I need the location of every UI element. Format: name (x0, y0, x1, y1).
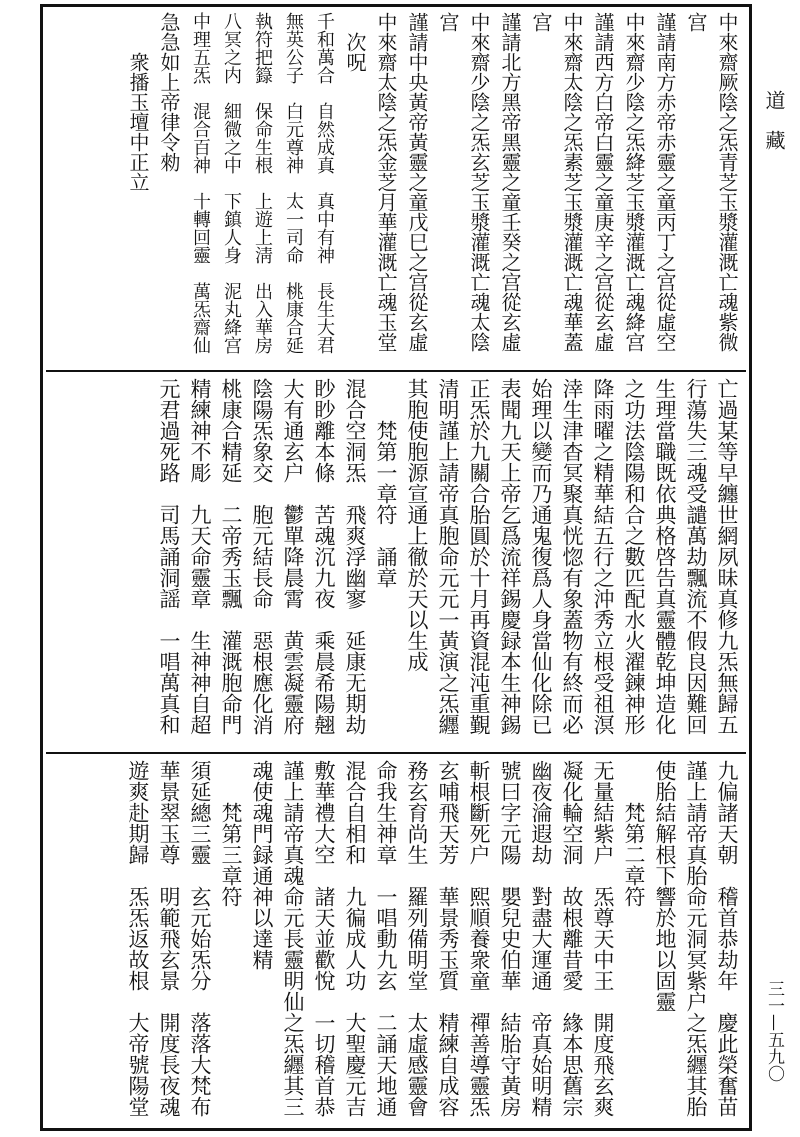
text-column: 魂使魂門録通神以達精 (250, 760, 274, 970)
text-column: 千和萬合 自然成真 真中有神 長生大君 (314, 12, 335, 354)
text-panel-middle (46, 374, 746, 750)
text-column: 使胎結解根下響於地以固靈 (653, 760, 677, 1012)
text-column: 生理當職既依典格啓告真靈體乾坤造化 (653, 378, 677, 735)
text-column: 號曰字元陽 嬰兒史伯華 結胎守黃房 (498, 760, 522, 1117)
text-column: 宫 (436, 12, 460, 32)
text-column: 次呪 (343, 12, 367, 72)
text-column: 桃康合精延 二帝秀玉飄 灌溉胞命門 (219, 378, 243, 735)
text-column: 精練神不彫 九天命靈章 生神神自超 (188, 378, 212, 735)
text-column: 急急如上帝律令勑 (157, 12, 181, 172)
text-panel-upper (46, 8, 746, 368)
text-column: 中來齋少陰之炁玄芝玉漿灌溉亡魂太陰 (467, 12, 491, 352)
text-column: 命我生神章 一唱動九玄 二誦天地通 (374, 760, 398, 1117)
text-column: 中來齋太陰之炁素芝玉漿灌溉亡魂華蓋 (560, 12, 584, 352)
text-column: 混合空洞炁 飛爽浮幽寥 延康无期劫 (343, 378, 367, 735)
text-column: 始理以變而乃通鬼復爲人身當仙化除已 (529, 378, 553, 735)
text-column: 敷華禮大空 諸天並歡悅 一切稽首恭 (312, 760, 336, 1117)
text-column: 凝化輪空洞 故根離昔愛 緣本思舊宗 (560, 760, 584, 1117)
text-column: 謹上請帝真胎命元洞冥紫户之炁纒其胎 (684, 760, 708, 1117)
text-column: 混合自相和 九徧成人功 大聖慶元吉 (343, 760, 367, 1117)
panel-divider (46, 752, 746, 754)
text-column: 謹請西方白帝白靈之童庚辛之宫從玄虛 (591, 12, 615, 352)
text-column: 斬根斷死户 熙順養衆童 禪善導靈炁 (467, 760, 491, 1117)
text-column: 中理五炁 混合百神 十轉回靈 萬炁齋仙 (190, 12, 211, 354)
text-column: 無英公子 白元尊神 太一司命 桃康合延 (283, 12, 304, 354)
text-column: 降雨曜之精華結五行之沖秀立根受祖溟 (591, 378, 615, 735)
text-column: 行蕩失三魂受譴萬劫飄流不假良因難回 (684, 378, 708, 735)
text-column: 亡過某等早纏世網夙昧真修九炁無歸五 (715, 378, 739, 735)
text-column: 陰陽炁象交 胞元結長命 惡根應化消 (250, 378, 274, 735)
text-panel-lower (46, 756, 746, 1128)
text-column: 謹請南方赤帝赤靈之童丙丁之宫從虛空 (653, 12, 677, 352)
text-column: 謹請北方黑帝黑靈之童壬癸之宫從玄虛 (498, 12, 522, 352)
text-column: 須延總三靈 玄元始炁分 落落大梵布 (188, 760, 212, 1117)
text-column: 謹上請帝真魂命元長靈明仙之炁纒其三 (281, 760, 305, 1117)
text-column: 涬生津杳冥聚真恍惚有象蓋物有終而必 (560, 378, 584, 735)
text-column: 表聞九天上帝乞爲流祥錫慶録本生神錫 (498, 378, 522, 735)
text-column: 大有通玄户 鬱單降晨霄 黄雲凝靈府 (281, 378, 305, 735)
book-title: 道 藏 (762, 90, 786, 150)
text-column: 衆播玉壇中正立 (126, 12, 150, 192)
text-column: 梵第二章符 (622, 760, 646, 907)
text-column: 中來齋少陰之炁絳芝玉漿灌溉亡魂絳宫 (622, 12, 646, 352)
text-column: 務玄育尚生 羅列備明堂 太虛感靈會 (405, 760, 429, 1117)
text-column: 中來齋太陰之炁金芝月華灌溉亡魂玉堂 (374, 12, 398, 352)
text-column: 无量結紫户 炁尊天中王 開度飛玄爽 (591, 760, 615, 1117)
text-column: 玄哺飛天芳 華景秀玉質 精練自成容 (436, 760, 460, 1117)
text-column: 正炁於九關合胎圓於十月再資混沌重覲 (467, 378, 491, 735)
text-column: 幽夜淪遐劫 對盡大運通 帝真始明精 (529, 760, 553, 1117)
text-column: 清明謹上請帝真胞命元元一黃演之炁纒 (436, 378, 460, 735)
text-column: 執符把籙 保命生根 上遊上淸 出入華房 (252, 12, 273, 354)
text-column: 元君過死路 司馬誦洞謡 一唱萬真和 (157, 378, 181, 735)
text-column: 八冥之内 細微之中 下鎮人身 泥丸絳宫 (221, 12, 242, 354)
text-column: 遊爽赴期歸 炁炁返故根 大帝號陽堂 (126, 760, 150, 1117)
text-column: 梵第三章符 (219, 760, 243, 907)
text-column: 眇眇離本條 苦魂沉九夜 乘晨希陽翹 (312, 378, 336, 735)
text-column: 宫 (684, 12, 708, 32)
text-column: 梵第一章符 誦章 (374, 378, 398, 588)
text-column: 謹請中央黃帝黃靈之童戊巳之宫從玄虛 (405, 12, 429, 352)
text-column: 九偏諸天朝 稽首恭劫年 慶此榮奮苗 (715, 760, 739, 1117)
text-column: 中來齋厥陰之炁青芝玉漿灌溉亡魂紫微 (715, 12, 739, 352)
page-number: 三一—五九〇 (764, 980, 784, 1082)
text-column: 之功法陰陽和合之數匹配水火濯鍊神形 (622, 378, 646, 735)
text-column: 華景翠玉尊 明範飛玄景 開度長夜魂 (157, 760, 181, 1117)
text-column: 其胞使胞源宣通上徹於天以生成 (405, 378, 429, 672)
text-column: 宫 (529, 12, 553, 32)
panel-divider (46, 370, 746, 372)
